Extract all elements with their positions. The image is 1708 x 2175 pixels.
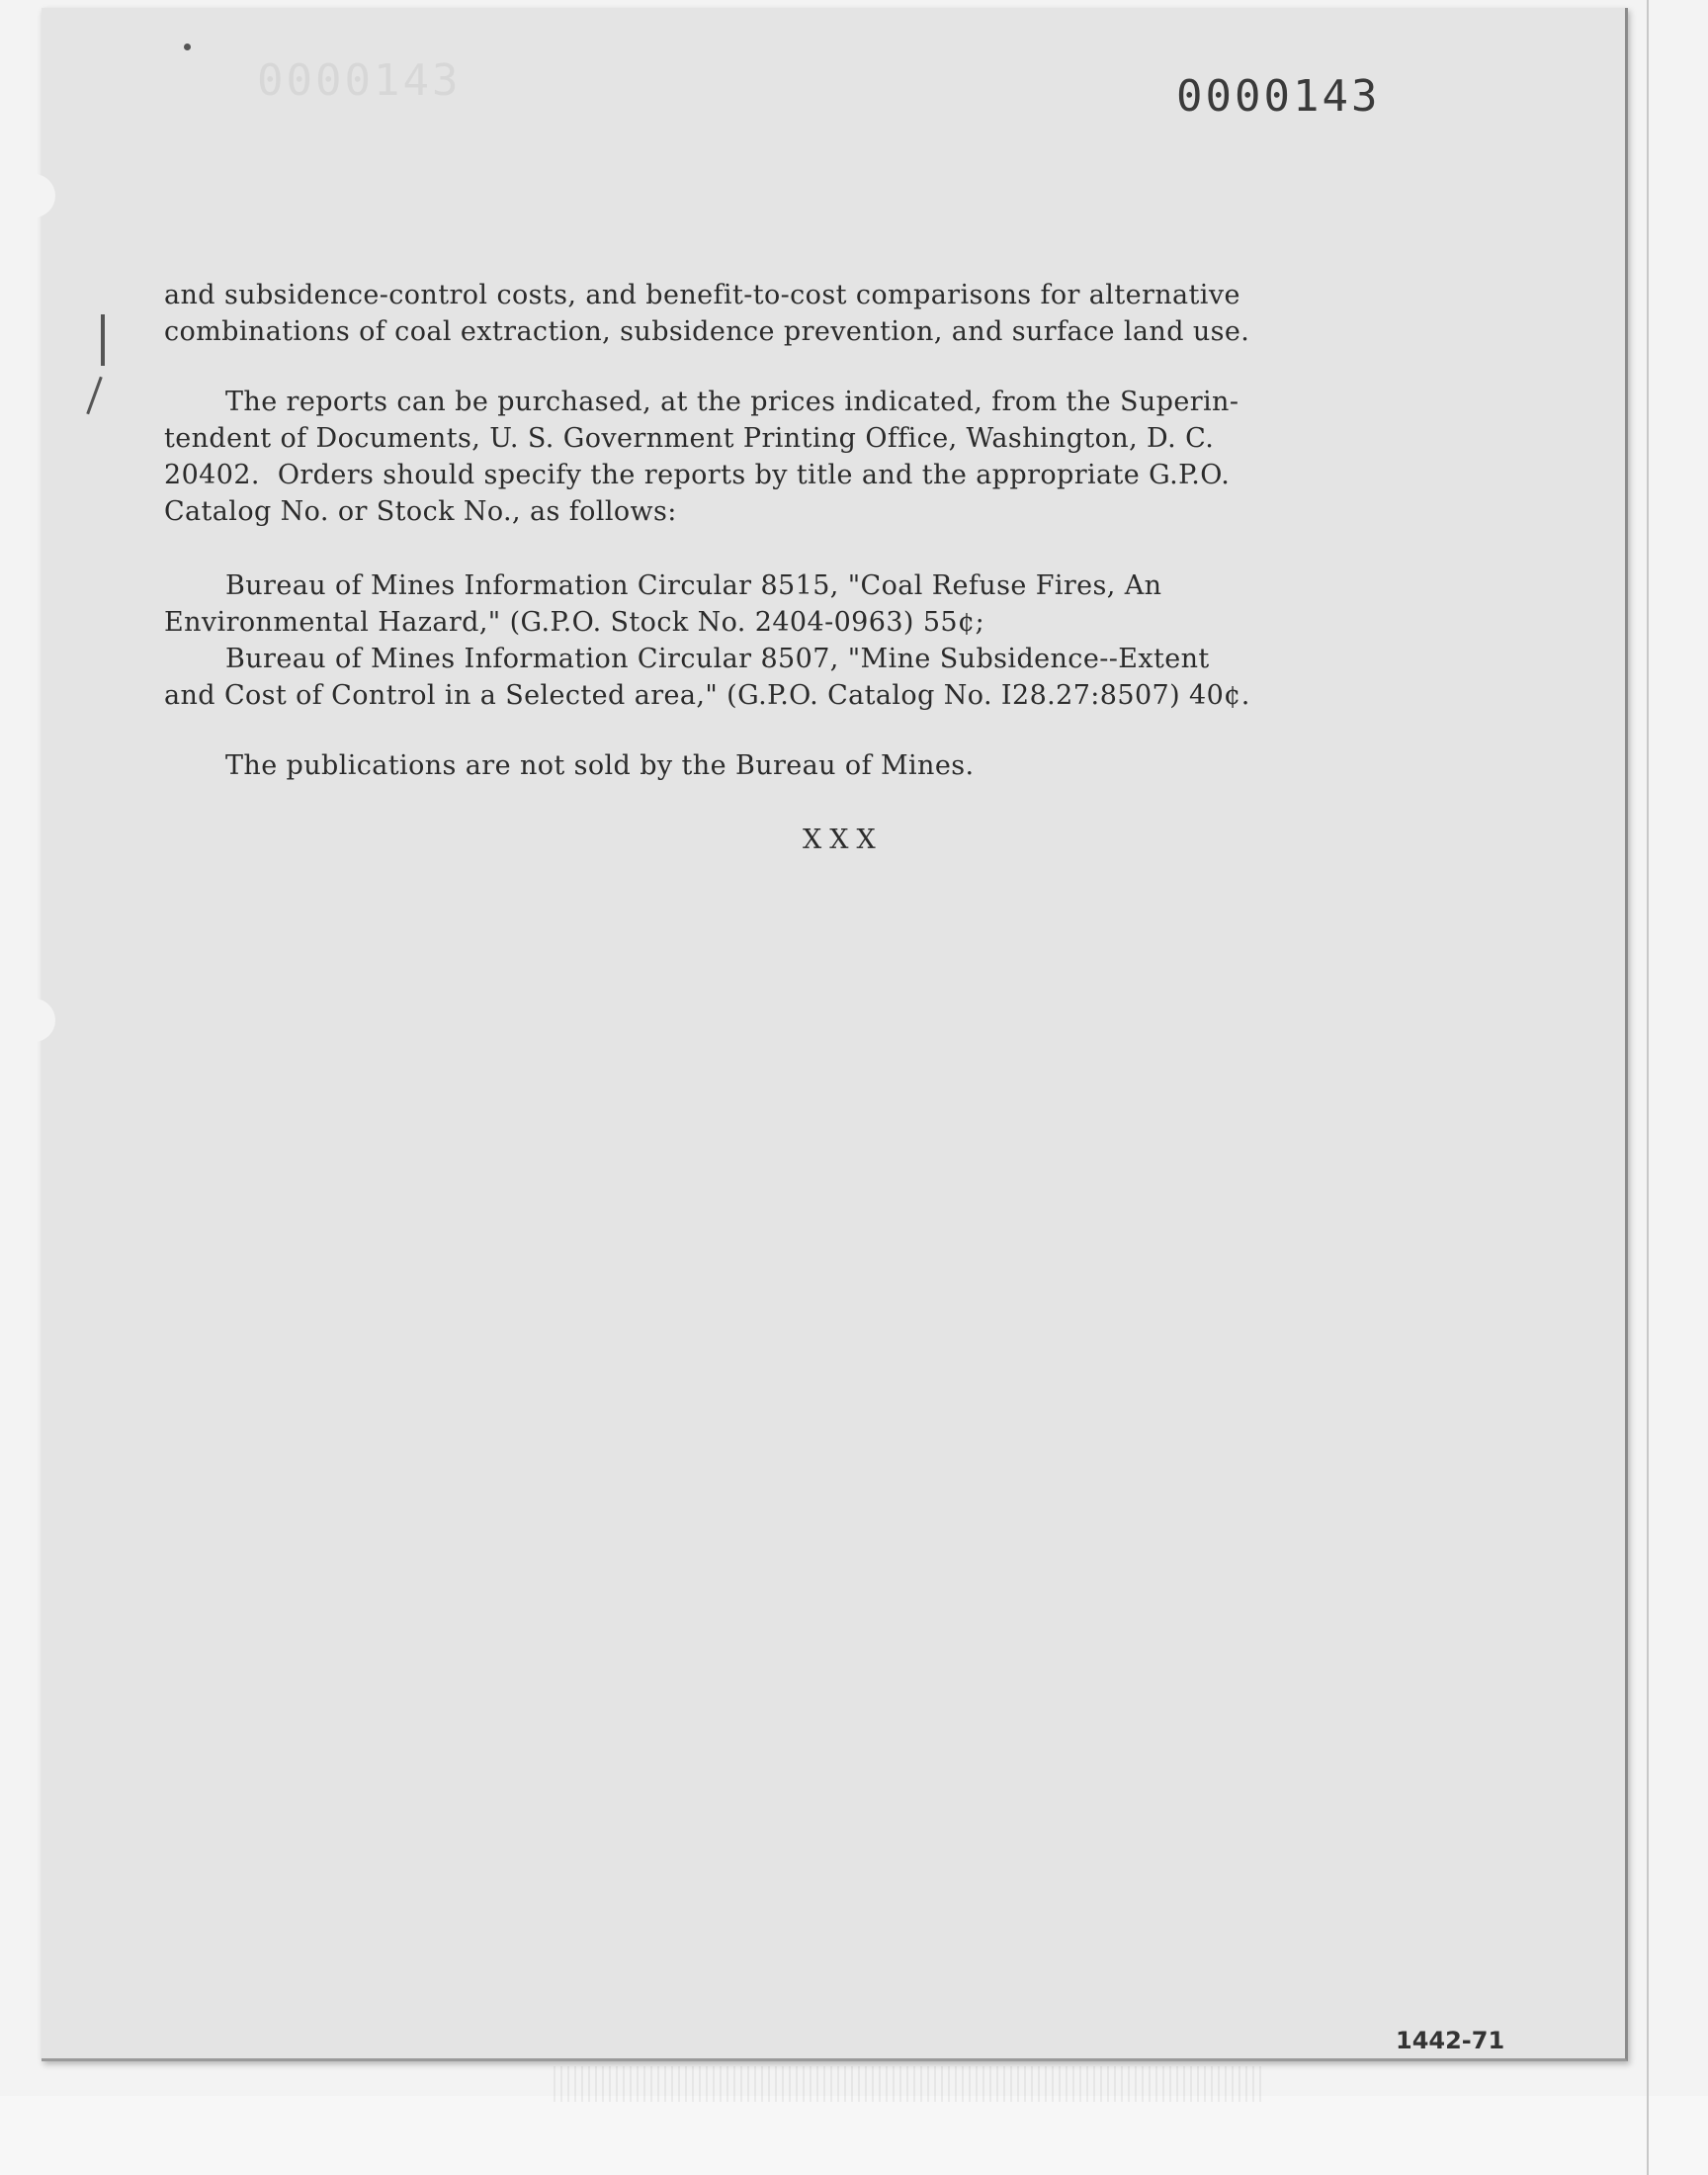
text-line: The reports can be purchased, at the prices indicated, from the Superin- [225,387,1239,417]
scan-streaks [554,2066,1265,2102]
text-line: combinations of coal extraction, subsidence prevention, and surface land use. [164,316,1250,347]
text-line: and Cost of Control in a Selected area," (G.P.O. Catalog No. I28.27:8507) 40¢. [164,680,1250,711]
paragraph-continuation [164,277,1479,350]
paragraph-report-list [164,567,1479,714]
text-line: Environmental Hazard," (G.P.O. Stock No. 2404-0963) 55¢; [164,607,985,638]
text-line: Catalog No. or Stock No., as follows: [164,496,677,527]
text-line: Bureau of Mines Information Circular 8507, "Mine Subsidence--Extent [225,644,1210,674]
text-line: 20402. Orders should specify the reports by title and the appropriate G.P.O. [164,460,1231,490]
paragraph-purchase-info [164,384,1479,530]
scan-background [0,2096,1708,2175]
footer-code: 1442-71 [1396,2027,1505,2054]
margin-mark [101,314,105,366]
margin-mark [184,44,191,50]
paragraph-notice [164,747,1479,784]
text-line: The publications are not sold by the Bureau of Mines. [225,750,975,781]
document-number: 0000143 [1176,71,1381,122]
closing-mark: XXX [803,825,884,855]
faint-doc-number: 0000143 [257,55,462,106]
text-line: and subsidence-control costs, and benefit-to-cost comparisons for alternative [164,280,1240,310]
text-line: Bureau of Mines Information Circular 8515, "Coal Refuse Fires, An [225,570,1162,601]
scan-edge-line [1647,0,1649,2175]
text-line: tendent of Documents, U. S. Government Printing Office, Washington, D. C. [164,423,1215,454]
